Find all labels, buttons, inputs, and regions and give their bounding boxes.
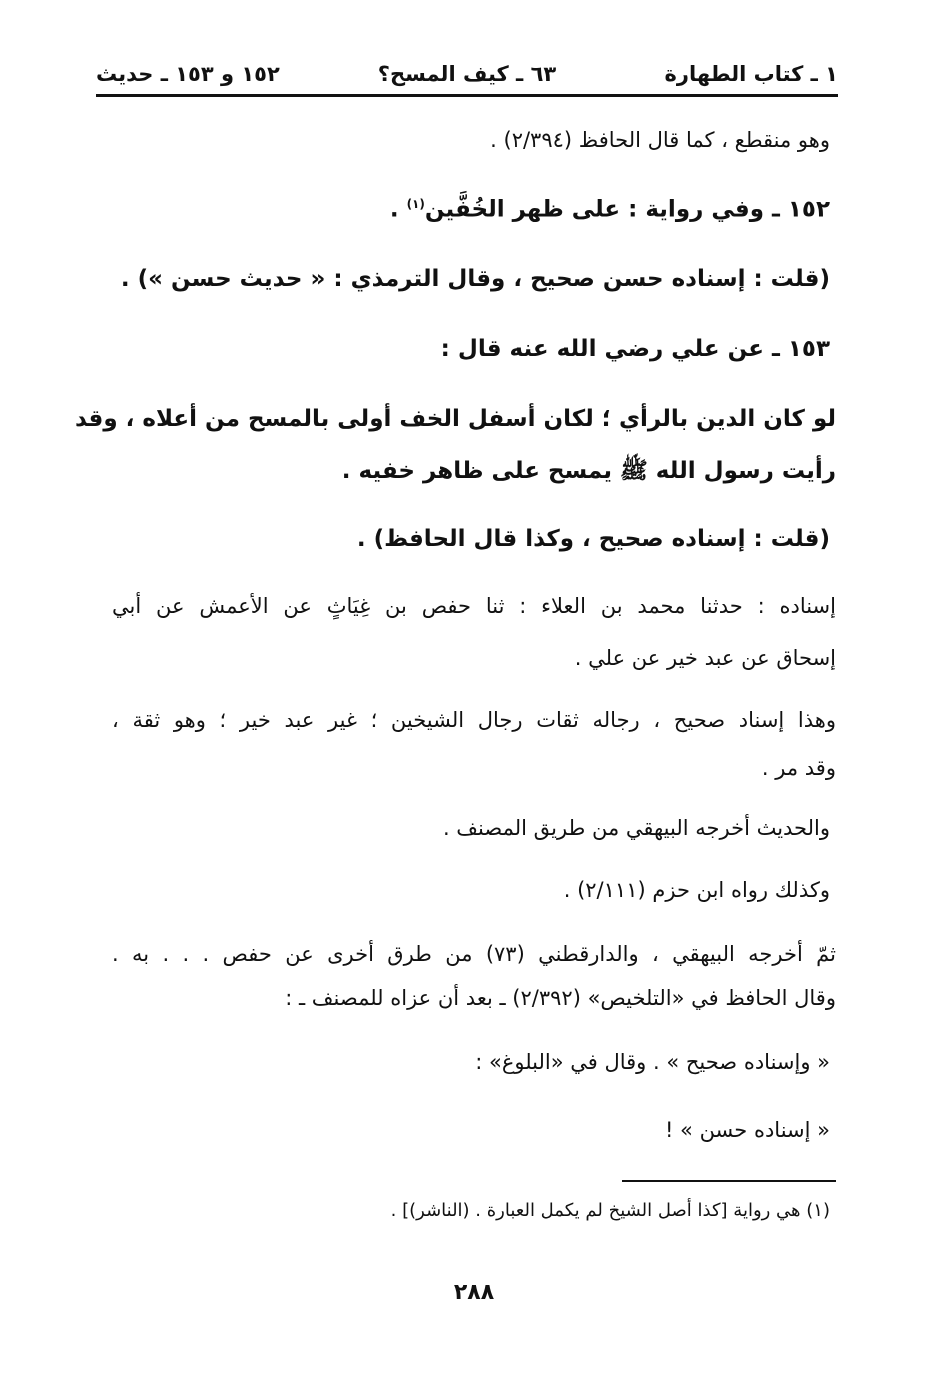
hadith-152-end: . — [389, 196, 407, 223]
commentary-line-6: وقال الحافظ في «التلخيص» (٢/٣٩٢) ـ بعد أن عزاه للمصنف ـ : — [285, 986, 836, 1010]
grading-note-153: (قلت : إسناده صحيح ، وكذا قال الحافظ) . — [356, 526, 830, 552]
footnote-separator — [622, 1180, 836, 1182]
quote-line-2: « إسناده حسن » ! — [664, 1118, 830, 1142]
page-number: ٢٨٨ — [453, 1280, 495, 1305]
isnad-line-1: إسناده : حدثنا محمد بن العلاء : ثنا حفص بن غِيَاثٍ عن الأعمش عن أبي — [112, 594, 836, 618]
commentary-line-1: وهذا إسناد صحيح ، رجاله ثقات رجال الشيخين ؛ غير عبد خير ؛ وهو ثقة ، — [112, 708, 836, 732]
isnad-line-2: إسحاق عن عبد خير عن علي . — [574, 646, 836, 670]
hadith-152-heading — [390, 198, 830, 222]
hadith-153-heading: ١٥٣ ـ عن علي رضي الله عنه قال : — [440, 336, 830, 362]
grading-note-152: (قلت : إسناده حسن صحيح ، وقال الترمذي : « حديث حسن ») . — [120, 266, 830, 292]
header-hadith-numbers: ١٥٢ و ١٥٣ ـ حديث — [96, 62, 280, 86]
header-book-title: ١ ـ كتاب الطهارة — [664, 62, 838, 86]
commentary-line-2: وقد مر . — [761, 756, 836, 780]
text-line-1: وهو منقطع ، كما قال الحافظ (٢/٣٩٤) . — [490, 128, 830, 152]
running-header — [96, 58, 838, 97]
footnote-marker: (١) — [406, 197, 425, 211]
commentary-line-5: ثمّ أخرجه البيهقي ، والدارقطني (٧٣) من طرق أخرى عن حفص . . . به . — [112, 942, 836, 966]
commentary-line-3: والحديث أخرجه البيهقي من طريق المصنف . — [442, 816, 830, 840]
hadith-152-text: ١٥٢ ـ وفي رواية : على ظهر الخُفَّين — [424, 196, 830, 223]
header-chapter-title: ٦٣ ـ كيف المسح؟ — [377, 62, 557, 86]
commentary-line-4: وكذلك رواه ابن حزم (٢/١١١) . — [563, 878, 830, 902]
hadith-153-text-line-2: رأيت رسول الله ﷺ يمسح على ظاهر خفيه . — [341, 458, 836, 484]
quote-line-1: « وإسناده صحيح » . وقال في «البلوغ» : — [475, 1050, 830, 1074]
footnote: (١) هي رواية [كذا أصل الشيخ لم يكمل العبارة . (الناشر)] . — [390, 1200, 830, 1221]
hadith-153-text-line-1: لو كان الدين بالرأي ؛ لكان أسفل الخف أولى بالمسح من أعلاه ، وقد — [74, 406, 836, 432]
